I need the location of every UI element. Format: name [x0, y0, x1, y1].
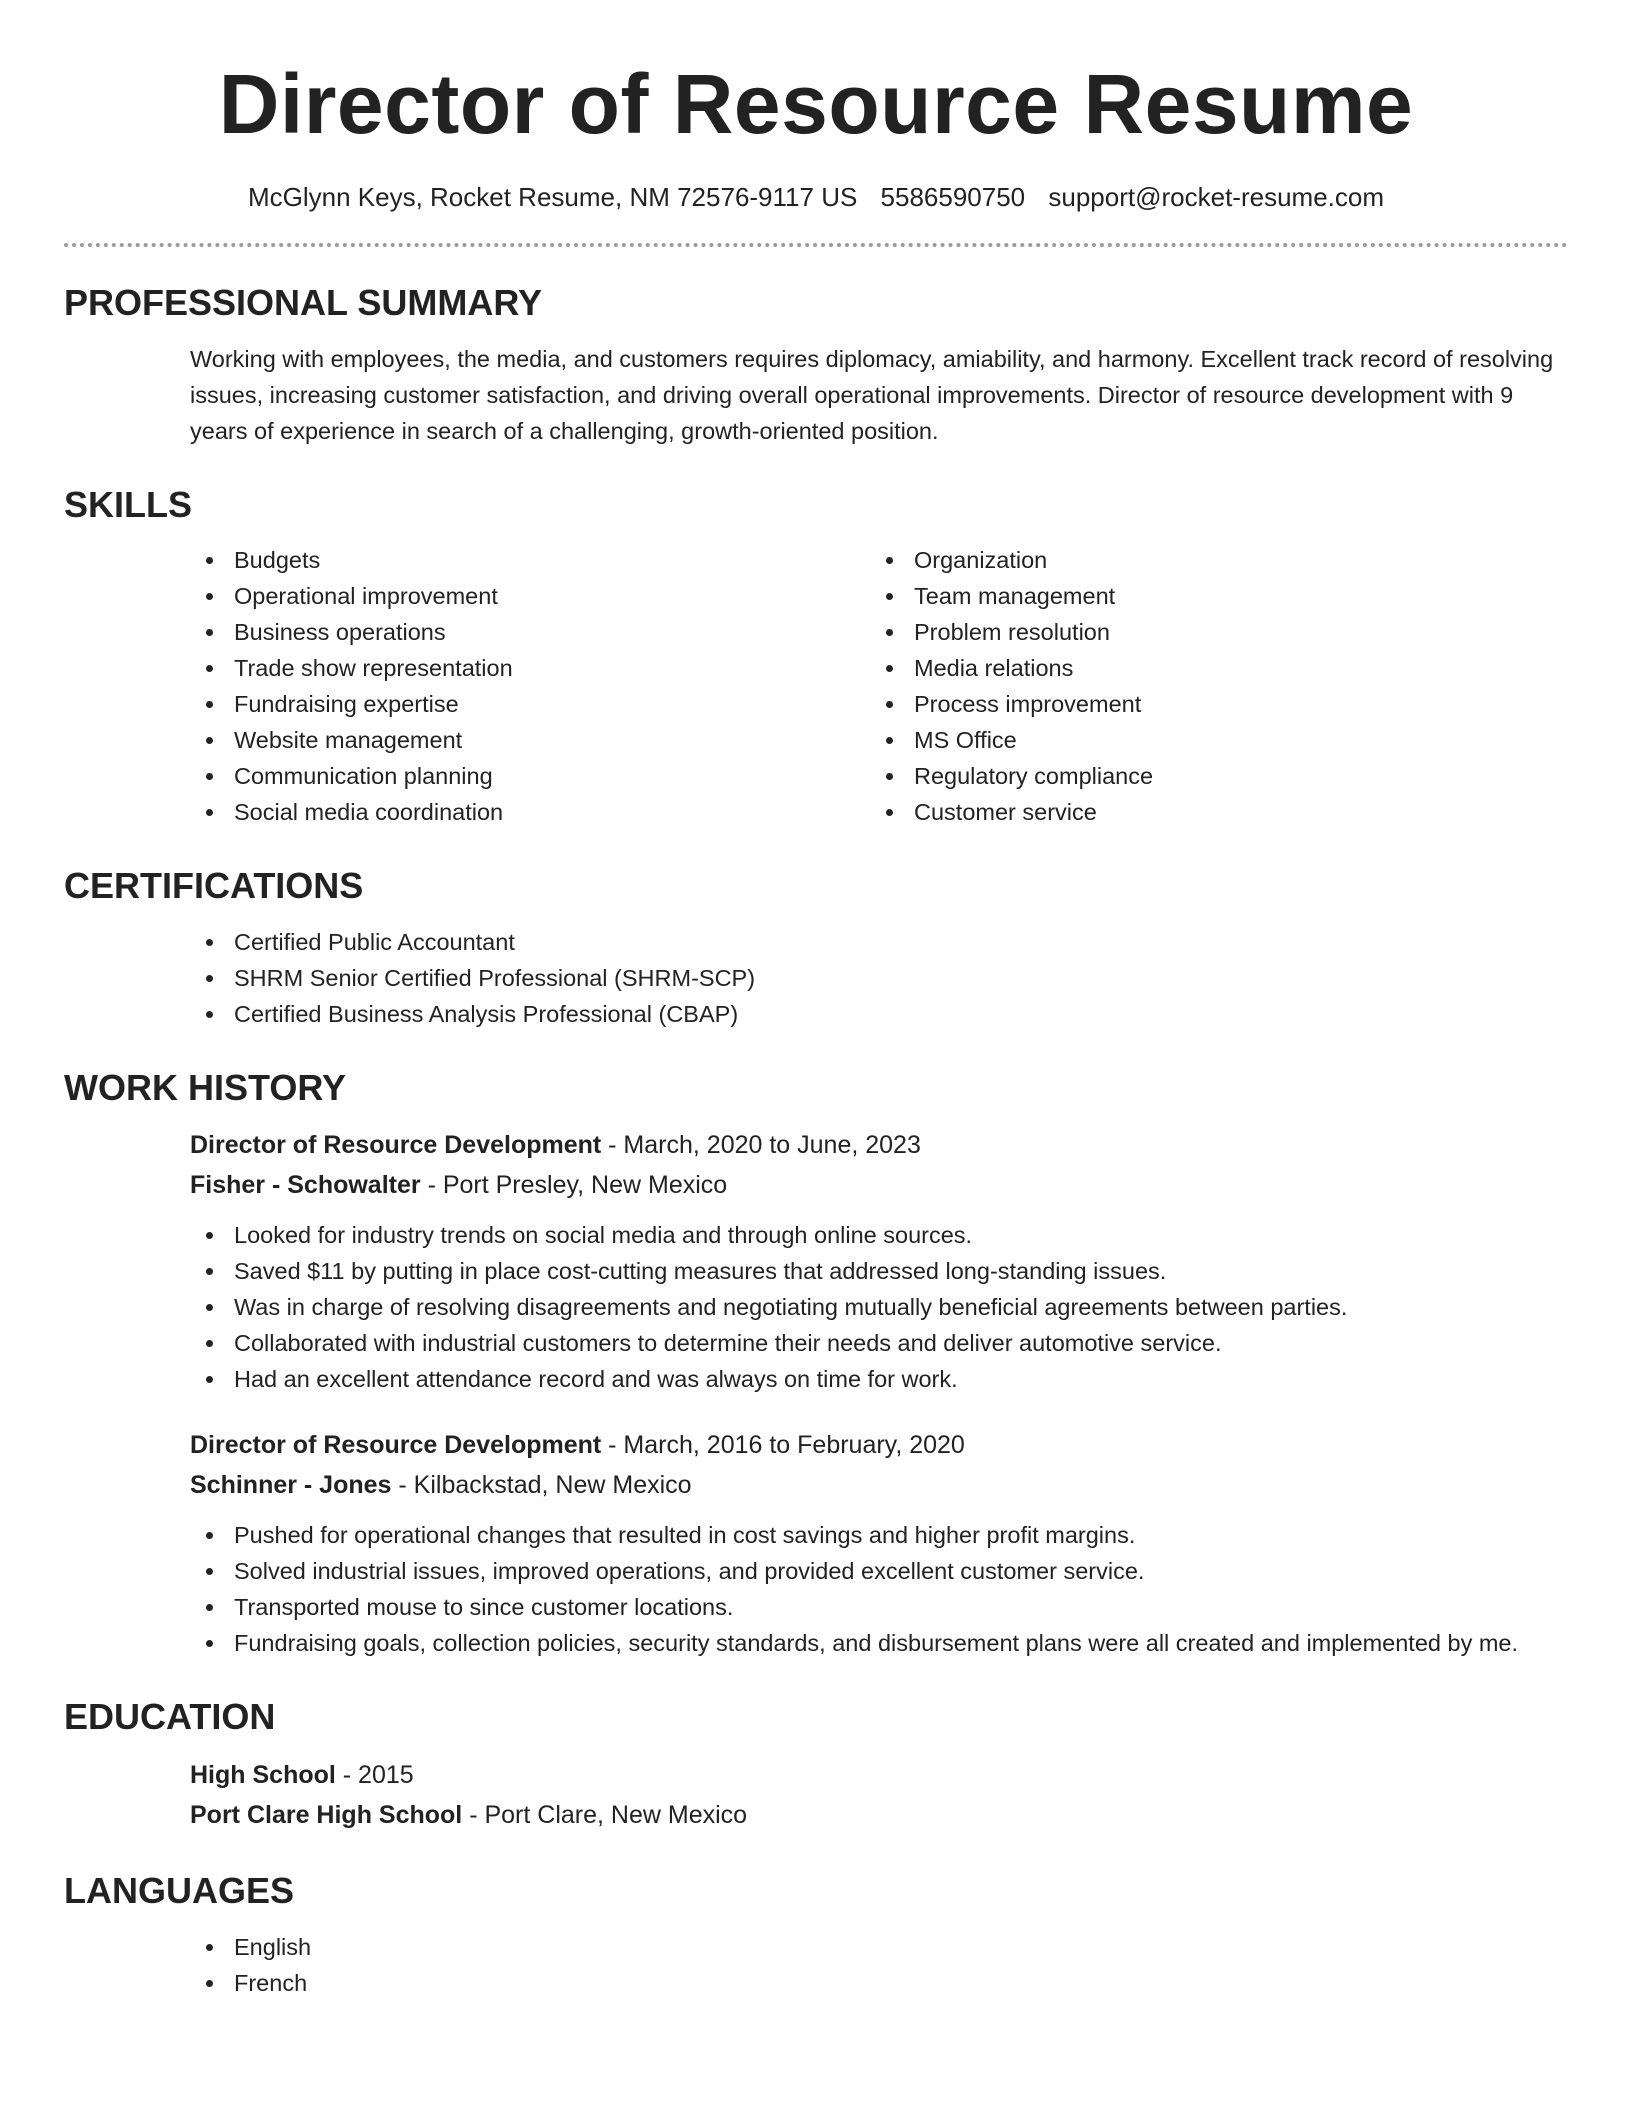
certifications-list — [190, 924, 1568, 1032]
job-duty: Looked for industry trends on social media and through online sources. — [190, 1217, 1568, 1253]
skill-item: Team management — [870, 578, 1550, 614]
skills-list-right — [870, 542, 1550, 830]
job-duty: Saved $11 by putting in place cost-cutting measures that addressed long-standing issues. — [190, 1253, 1568, 1289]
contact-line — [64, 182, 1568, 213]
skill-item: Media relations — [870, 650, 1550, 686]
job-company-line — [190, 1465, 1568, 1505]
job-duties-list — [190, 1217, 1568, 1397]
skill-item: Process improvement — [870, 686, 1550, 722]
skills-list-left — [190, 542, 870, 830]
job-duty: Collaborated with industrial customers to determine their needs and deliver automotive service. — [190, 1325, 1568, 1361]
job-title: Director of Resource Development — [190, 1131, 602, 1160]
job-duty: Had an excellent attendance record and was always on time for work. — [190, 1361, 1568, 1397]
education-year: - 2015 — [335, 1760, 414, 1789]
header-divider — [64, 243, 1568, 247]
job-company: Schinner - Jones — [190, 1471, 392, 1500]
job-company: Fisher - Schowalter — [190, 1171, 421, 1200]
section-heading: EDUCATION — [64, 1696, 276, 1738]
section-heading: CERTIFICATIONS — [64, 865, 364, 907]
education-location: - Port Clare, New Mexico — [462, 1800, 748, 1829]
language-item: French — [190, 1965, 1568, 2001]
section-heading: LANGUAGES — [64, 1869, 295, 1911]
skill-item: MS Office — [870, 722, 1550, 758]
job-duty: Transported mouse to since customer locations. — [190, 1589, 1568, 1625]
certification-item: SHRM Senior Certified Professional (SHRM-SCP) — [190, 960, 1568, 996]
summary-section — [64, 283, 1568, 449]
skill-item: Trade show representation — [190, 650, 870, 686]
language-item: English — [190, 1929, 1568, 1965]
job-title-line — [190, 1125, 1568, 1165]
education-school: Port Clare High School — [190, 1800, 463, 1829]
certifications-section — [64, 866, 1568, 1032]
section-heading: PROFESSIONAL SUMMARY — [64, 282, 543, 323]
job-title: Director of Resource Development — [190, 1431, 602, 1460]
summary-text: Working with employees, the media, and customers requires diplomacy, amiability, and harmony. Excellent track record of resolving issues, increasing customer satisfaction, and driving overall operational improvements. Director of resource development with 9 years of experience in search of a challenging, growth-oriented position. — [190, 345, 1554, 444]
skill-item: Regulatory compliance — [870, 758, 1550, 794]
skill-item: Customer service — [870, 794, 1550, 830]
education-school-line — [190, 1795, 1568, 1835]
skill-item: Operational improvement — [190, 578, 870, 614]
skill-item: Communication planning — [190, 758, 870, 794]
skill-item: Business operations — [190, 614, 870, 650]
skill-item: Organization — [870, 542, 1550, 578]
job-duty: Pushed for operational changes that resulted in cost savings and higher profit margins. — [190, 1517, 1568, 1553]
contact-address: McGlynn Keys, Rocket Resume, NM 72576-9117 US — [247, 182, 858, 212]
contact-email: support@rocket-resume.com — [1048, 182, 1385, 212]
languages-list — [190, 1929, 1568, 2001]
section-heading: WORK HISTORY — [64, 1066, 347, 1108]
job-entry — [190, 1425, 1568, 1661]
certification-item: Certified Public Accountant — [190, 924, 1568, 960]
work-history-section — [64, 1068, 1568, 1662]
job-location: - Kilbackstad, New Mexico — [391, 1471, 692, 1500]
job-duty: Fundraising goals, collection policies, security standards, and disbursement plans were all created and implemented by me. — [190, 1625, 1568, 1661]
skill-item: Budgets — [190, 542, 870, 578]
job-dates: - March, 2020 to June, 2023 — [601, 1131, 921, 1160]
job-duties-list — [190, 1517, 1568, 1661]
job-entry — [190, 1125, 1568, 1397]
job-duty: Solved industrial issues, improved operations, and provided excellent customer service. — [190, 1553, 1568, 1589]
certification-item: Certified Business Analysis Professional (CBAP) — [190, 996, 1568, 1032]
job-duty: Was in charge of resolving disagreements and negotiating mutually beneficial agreements between parties. — [190, 1289, 1568, 1325]
skill-item: Fundraising expertise — [190, 686, 870, 722]
job-company-line — [190, 1165, 1568, 1205]
languages-section — [64, 1871, 1568, 2001]
resume-title: Director of Resource Resume — [218, 57, 1414, 151]
section-heading: SKILLS — [64, 483, 193, 525]
skill-item: Problem resolution — [870, 614, 1550, 650]
education-degree: High School — [190, 1760, 336, 1789]
contact-phone: 5586590750 — [880, 182, 1026, 212]
skill-item: Website management — [190, 722, 870, 758]
job-location: - Port Presley, New Mexico — [420, 1171, 728, 1200]
education-section — [64, 1697, 1568, 1835]
education-degree-line — [190, 1755, 1568, 1795]
skill-item: Social media coordination — [190, 794, 870, 830]
job-title-line — [190, 1425, 1568, 1465]
job-dates: - March, 2016 to February, 2020 — [601, 1431, 965, 1460]
skills-section — [64, 485, 1568, 831]
